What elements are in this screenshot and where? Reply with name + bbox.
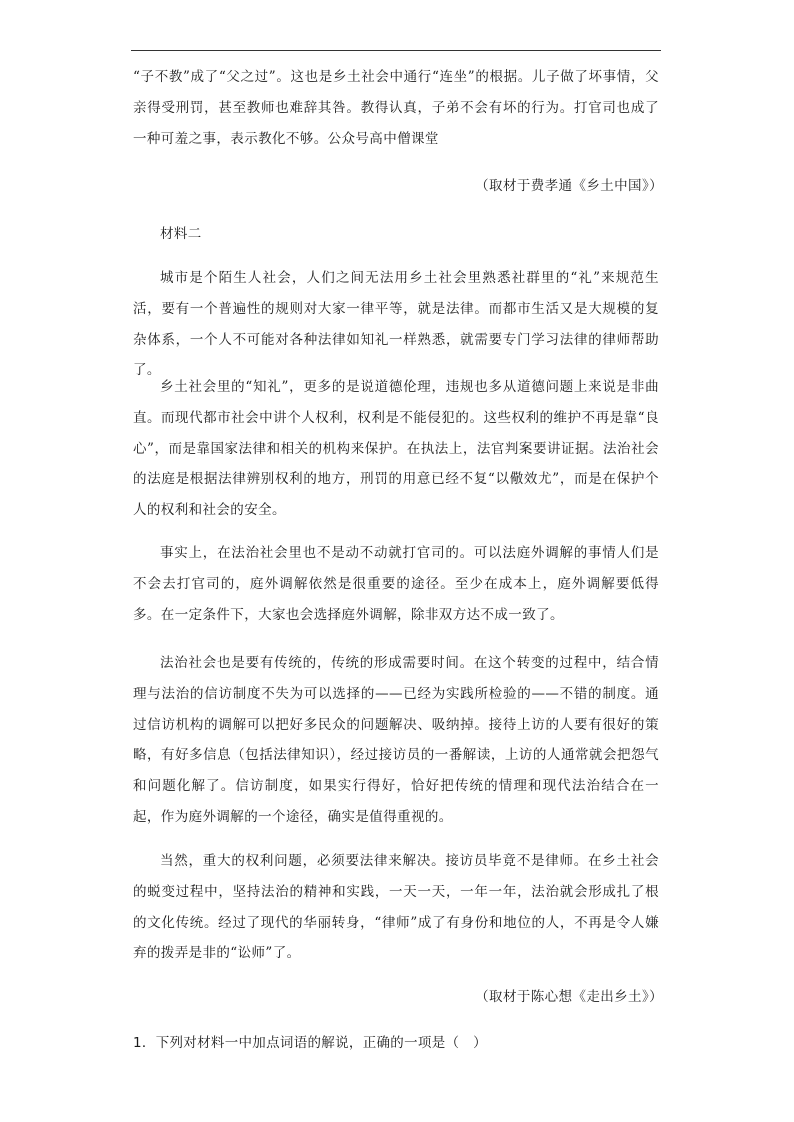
material-two-source: （取材于陈心想《走出乡土》） xyxy=(475,989,663,1005)
material-two-heading: 材料二 xyxy=(160,226,202,242)
question-1: 1．下列对材料一中加点词语的解说，正确的一项是（ ） xyxy=(133,1035,487,1051)
material-two-paragraph-1: 城市是个陌生人社会，人们之间无法用乡土社会里熟悉社群里的“礼”来规范生活，要有一个普遍性的规则对大家一律平等，就是法律。而都市生活又是大规模的复杂体系，一个人不可能对各种法律如知礼一样熟悉，就需要专门学习法律的律师帮助了。 xyxy=(133,270,659,379)
material-two-paragraph-5: 当然，重大的权利问题，必须要法律来解决。接访员毕竟不是律师。在乡土社会的蜕变过程中，坚持法治的精神和实践，一天一天，一年一年，法治就会形成扎了根的文化传统。经过了现代的华丽转身，“律师”成了有身份和地位的人，不再是令人嫌弃的拨弄是非的“讼师”了。 xyxy=(133,853,659,962)
header-rule xyxy=(131,50,661,51)
material-two-paragraph-2: 乡土社会里的“知礼”，更多的是说道德伦理，违规也多从道德问题上来说是非曲直。而现代都市社会中讲个人权利，权利是不能侵犯的。这些权利的维护不再是靠“良心”，而是靠国家法律和相关的机构来保护。在执法上，法官判案要讲证据。法治社会的法庭是根据法律辨别权利的地方，刑罚的用意已经不复“以儆效尤”，而是在保护个人的权利和社会的安全。 xyxy=(133,379,659,519)
material-two-paragraph-3: 事实上，在法治社会里也不是动不动就打官司的。可以法庭外调解的事情人们是不会去打官司的，庭外调解依然是很重要的途径。至少在成本上，庭外调解要低得多。在一定条件下，大家也会选择庭外调解，除非双方达不成一致了。 xyxy=(133,545,659,623)
material-one-tail-paragraph: “子不教”成了“父之过”。这也是乡土社会中通行“连坐”的根据。儿子做了坏事情，父亲得受刑罚，甚至教师也难辞其咎。教得认真，子弟不会有坏的行为。打官司也成了一种可羞之事，表示教化不够。公众号高中僧课堂 xyxy=(133,69,659,147)
material-one-source: （取材于费孝通《乡土中国》） xyxy=(475,178,663,194)
material-two-paragraph-4: 法治社会也是要有传统的，传统的形成需要时间。在这个转变的过程中，结合情理与法治的信访制度不失为可以选择的——已经为实践所检验的——不错的制度。通过信访机构的调解可以把好多民众的问题解决、吸纳掉。接待上访的人要有很好的策略，有好多信息（包括法律知识），经过接访员的一番解读，上访的人通常就会把怨气和问题化解了。信访制度，如果实行得好，恰好把传统的情理和现代法治结合在一起，作为庭外调解的一个途径，确实是值得重视的。 xyxy=(133,655,659,825)
